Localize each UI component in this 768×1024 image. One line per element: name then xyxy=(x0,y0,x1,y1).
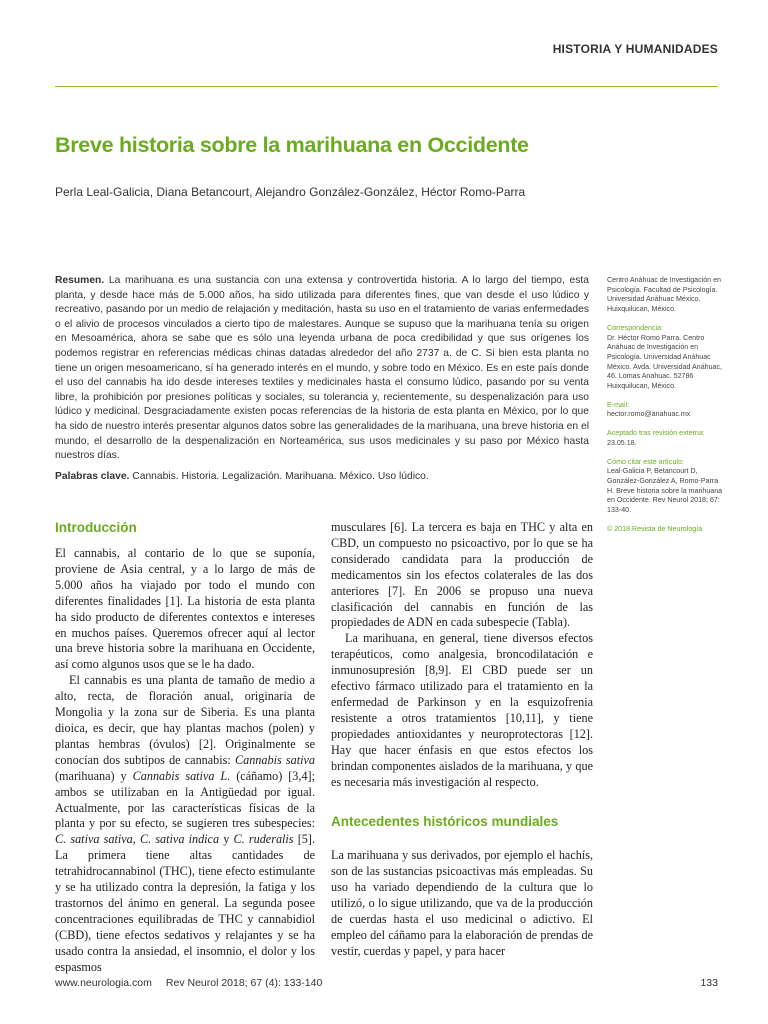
email-label: E-mail: xyxy=(607,400,630,409)
text-run: y xyxy=(219,832,234,847)
article-title: Breve historia sobre la marihuana en Occidente xyxy=(55,133,529,157)
page-footer xyxy=(55,977,322,989)
page-number: 133 xyxy=(700,977,718,989)
keywords xyxy=(55,470,589,485)
species-name: Cannabis sativa L. xyxy=(132,768,231,783)
journal-website[interactable]: www.neurologia.com xyxy=(55,977,152,989)
text-run: [5]. La primera tiene altas cantidades de tetrahidrocannabinol (THC), tiene efecto estimulante y se ha utilizado contra la depresión, la fatiga y los trastornos del ánimo en general. La segunda posee concentraciones equilibradas de THC y cannabidiol (CBD), tiene efectos sedativos y relajantes y se ha usado contra la ansiedad, el insomnio, el dolor y los espasmos xyxy=(55,832,315,974)
abstract-text: La marihuana es una sustancia con una extensa y controvertida historia. A lo largo del tiempo, esta planta, y desde hace más de 5.000 años, ha sido utilizada para diferentes fines, que van desde el uso lúdico y recreativo, pasando por un medio de relajación y meditación, hasta su uso en el tratamiento de varias enfermedades o el alivio de procesos vinculados a cierto tipo de malestares. Aunque se supuso que la marihuana tenía su origen en Mesoamérica, ahora se sabe que es sólo una leyenda urbana de poca credibilidad y que sus orígenes los podemos registrar en referencias médicas chinas datadas alrededor del año 2737 a. de C. Si bien esta planta no tiene un origen mesoamericano, sí ha generado interés en el mundo, y sobre todo en México. Es en este país donde el uso del cannabis ha ido desde intereses textiles y medicinales hasta el consumo lúdico, pasando por su venta libre, la prohibición por presiones políticas y sociales, su tolerancia y, recientemente, su despenalización para uso lúdico y medicinal. Desgraciadamente existen pocas referencias de la historia de esta planta en México, por lo que ha sido de nuestro interés presentar algunos datos sobre las generalidades de la marihuana, una breve historia en el mundo, el desarrollo de la despenalización en Norteamérica, sus usos medicinales y su paso por México hasta nuestros días. xyxy=(55,275,589,462)
cite-text: Leal-Galicia P, Betancourt D, González-González A, Romo-Parra H. Breve historia sobre la marihuana en Occidente. Rev Neurol 2018; 67: 133-40. xyxy=(607,467,723,515)
email-link[interactable]: hector.romo@anahuac.mx xyxy=(607,410,691,419)
body-paragraph: musculares [6]. La tercera es baja en THC y alta en CBD, un compuesto no psicoactivo, por lo que se ha considerado candidata para la producción de medicamentos sin los efectos colaterales de las dos anteriores [7]. En 2006 se propuso una nueva clasificación del cannabis en función de las propiedades de ADN en cada subespecie (Tabla). xyxy=(331,520,593,630)
text-run: , xyxy=(132,832,140,847)
species-name: C. sativa sativa xyxy=(55,832,133,847)
accepted-label: Aceptado tras revisión externa: xyxy=(607,429,705,438)
intro-heading: Introducción xyxy=(55,520,137,535)
body-paragraph: El cannabis, al contario de lo que se suponía, proviene de Asia central, y a lo largo de más de 5.000 años ha viajado por todo el mundo con diferentes finalidades [1]. La historia de esta planta ha sido producto de diferentes contextos e intereses en muchos países. Queremos ofrecer aquí al lector una breve historia sobre la marihuana en Occidente, así como algunos usos que se le ha dado. xyxy=(55,546,315,672)
species-name: Cannabis sativa xyxy=(234,752,315,767)
abstract-label: Resumen. xyxy=(55,275,105,286)
abstract xyxy=(55,274,589,490)
correspondence xyxy=(607,324,727,392)
body-column-right xyxy=(331,520,593,960)
section-tag: HISTORIA Y HUMANIDADES xyxy=(552,42,718,56)
body-paragraph: La marihuana, en general, tiene diversos efectos terapéuticos, como analgesia, broncodilatación e inmunosupresión [8,9]. El CBD puede ser un efectivo fármaco utilizado para el tratamiento en la enfermedad de Parkinson y en la esquizofrenia resistente a otros tratamientos [10,11], y tiene propiedades antioxidantes y neuroprotectoras [12]. Hay que hacer énfasis en que estos efectos los brindan componentes aislados de la marihuana, y que es necesaria más investigación al respecto. xyxy=(331,631,593,789)
accepted xyxy=(607,429,727,448)
species-name: C. ruderalis xyxy=(233,832,294,847)
cite-label: Cómo citar este artículo: xyxy=(607,457,684,466)
species-name: C. sativa indica xyxy=(139,832,220,847)
email xyxy=(607,401,727,420)
journal-citation: Rev Neurol 2018; 67 (4): 133-140 xyxy=(165,977,323,989)
text-run: (cáñamo) [3,4]; ambos se utilizaban en la Antigüedad por igual. Actualmente, por las características físicas de la planta y por su efecto, se sugieren tres subespecies: xyxy=(55,768,315,831)
body-paragraph xyxy=(55,673,315,975)
body-paragraph: La marihuana y sus derivados, por ejemplo el hachís, son de las sustancias psicoactivas más empleadas. Su uso ha variado dependiendo de la cultura que lo utilizó, o lo sigue utilizando, que va de la producción de cuerdas hasta el uso medicinal o adictivo. El empleo del cáñamo para la elaboración de prendas de vestir, cuerdas y papel, y para hacer xyxy=(331,848,593,958)
accepted-date: 23.05.18. xyxy=(607,438,637,447)
header-divider xyxy=(55,86,718,87)
citation xyxy=(607,458,727,516)
keywords-text: Cannabis. Historia. Legalización. Marihuana. México. Uso lúdico. xyxy=(132,470,429,482)
body-column-left xyxy=(55,520,315,975)
history-heading: Antecedentes históricos mundiales xyxy=(331,814,559,830)
keywords-label: Palabras clave. xyxy=(55,470,130,482)
text-run: (marihuana) y xyxy=(55,768,133,783)
abstract-paragraph xyxy=(55,274,589,464)
affiliation: Centro Anáhuac de Investigación en Psicología. Facultad de Psicología. Universidad Anáhuac México. Huixquilucan, México. xyxy=(607,276,721,314)
text-run: El cannabis es una planta de tamaño de medio a alto, recta, de floración anual, originaria de Mongolia y la zona sur de Siberia. Es una planta dioica, es decir, que hay plantas machos (polen) y plantas hembras (óvulos) [2]. Originalmente se conocían dos subtipos de cannabis: xyxy=(55,673,315,767)
article-sidebar xyxy=(607,276,727,543)
correspondence-text: Dr. Héctor Romo Parra. Centro Anáhuac de Investigación en Psicología. Universidad Anáhuac México. Avda. Universidad Anáhuac, 46. Lomas Anahuac. 52786 Huixquilucan, México. xyxy=(607,333,723,391)
copyright: © 2018 Revista de Neurología xyxy=(607,524,703,533)
correspondence-label: Correspondencia: xyxy=(607,323,663,332)
author-list: Perla Leal-Galicia, Diana Betancourt, Alejandro González-González, Héctor Romo-Parra xyxy=(55,185,526,199)
